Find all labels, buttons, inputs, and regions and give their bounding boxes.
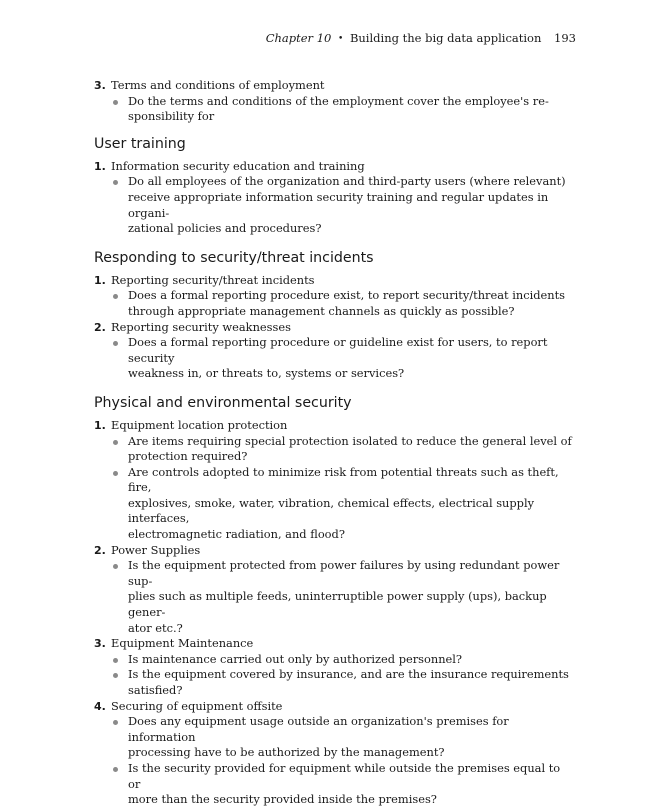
bullet-dot-icon (113, 180, 118, 185)
bullet-dot-icon (113, 673, 118, 678)
bullet-line: Does any equipment usage outside an organization's premises for information (128, 714, 509, 744)
bullet-line: Is the equipment covered by insurance, and are the insurance requirements (128, 667, 569, 682)
bullet-item (94, 434, 574, 465)
bullet-line: plies such as multiple feeds, uninterruptible power supply (ups), backup gener- (128, 589, 547, 620)
bullet-line: electromagnetic radiation, and flood? (128, 527, 345, 542)
numbered-item (94, 418, 574, 434)
item-title: Power Supplies (111, 542, 201, 557)
numbered-item (94, 699, 574, 715)
header-separator: • (337, 34, 344, 44)
item-number: 1. (94, 418, 106, 432)
item-number: 2. (94, 543, 106, 557)
item-number: 3. (94, 79, 106, 92)
bullet-line: Is the equipment protected from power failures by using redundant power sup- (128, 558, 560, 588)
bullet-line: Does a formal reporting procedure or guideline exist for users, to report security (128, 335, 548, 365)
bullet-item (94, 288, 574, 319)
numbered-item (94, 543, 574, 559)
numbered-item (94, 159, 574, 175)
bullet-line: through appropriate management channels as quickly as possible? (128, 303, 515, 318)
item-number: 3. (94, 637, 106, 651)
bullet-line: zational policies and procedures? (128, 221, 322, 236)
running-header (266, 31, 576, 45)
bullet-line: satisfied? (128, 683, 183, 697)
item-title: Reporting security weaknesses (111, 319, 291, 334)
bullet-line: Do the terms and conditions of the employment cover the employee's re- (128, 93, 549, 108)
bullet-dot-icon (113, 100, 118, 105)
numbered-item (94, 636, 574, 652)
bullet-item (94, 714, 574, 761)
section-heading: Physical and environmental security (94, 394, 352, 411)
bullet-item (94, 94, 574, 125)
bullet-item (94, 761, 574, 808)
bullet-line: sponsibility for (128, 109, 215, 124)
numbered-item (94, 78, 574, 94)
section (94, 135, 574, 237)
bullet-line: Does a formal reporting procedure exist, to report security/threat incidents (128, 288, 566, 303)
bullet-dot-icon (113, 471, 118, 476)
bullet-line: Do all employees of the organization and third-party users (where relevant) (128, 174, 566, 189)
item-title: Reporting security/threat incidents (111, 272, 315, 287)
bullet-dot-icon (113, 440, 118, 445)
bullet-item (94, 667, 574, 698)
section (94, 78, 574, 125)
bullet-line: more than the security provided inside the premises? (128, 792, 437, 807)
section-heading: User training (94, 135, 186, 152)
bullet-dot-icon (113, 658, 118, 663)
section-heading: Responding to security/threat incidents (94, 249, 374, 266)
bullet-item (94, 335, 574, 382)
bullet-dot-icon (113, 767, 118, 772)
chapter-title: Building the big data application (349, 31, 542, 45)
item-title: Terms and conditions of employment (111, 78, 325, 92)
bullet-line: Are items requiring special protection isolated to reduce the general level of (128, 433, 572, 448)
page-body (94, 78, 574, 808)
bullet-dot-icon (113, 294, 118, 299)
item-title: Securing of equipment offsite (111, 698, 283, 713)
bullet-line: ator etc.? (128, 620, 183, 635)
section (94, 249, 574, 382)
bullet-item (94, 652, 574, 668)
bullet-line: explosives, smoke, water, vibration, chemical effects, electrical supply interfaces, (128, 495, 535, 526)
item-title: Equipment Maintenance (111, 636, 254, 651)
bullet-dot-icon (113, 720, 118, 725)
bullet-line: protection required? (128, 449, 248, 464)
bullet-line: Is the security provided for equipment while outside the premises equal to or (128, 760, 561, 791)
bullet-item (94, 174, 574, 236)
item-title: Equipment location protection (111, 417, 288, 432)
item-number: 1. (94, 273, 106, 287)
bullet-line: Are controls adopted to minimize risk from potential threats such as theft, fire, (128, 464, 559, 495)
item-title: Information security education and training (111, 158, 365, 173)
item-number: 1. (94, 159, 106, 173)
bullet-line: processing have to be authorized by the management? (128, 745, 445, 760)
item-number: 2. (94, 320, 106, 334)
page-number: 193 (554, 31, 576, 45)
bullet-dot-icon (113, 564, 118, 569)
bullet-line: Is maintenance carried out only by authorized personnel? (128, 651, 463, 666)
chapter-label: Chapter 10 (265, 31, 332, 45)
bullet-line: weakness in, or threats to, systems or services? (128, 366, 405, 381)
numbered-item (94, 320, 574, 336)
item-number: 4. (94, 699, 106, 713)
bullet-item (94, 465, 574, 543)
section (94, 394, 574, 808)
bullet-dot-icon (113, 341, 118, 346)
numbered-item (94, 273, 574, 289)
bullet-line: receive appropriate information security training and regular updates in organi- (128, 189, 549, 220)
bullet-item (94, 558, 574, 636)
